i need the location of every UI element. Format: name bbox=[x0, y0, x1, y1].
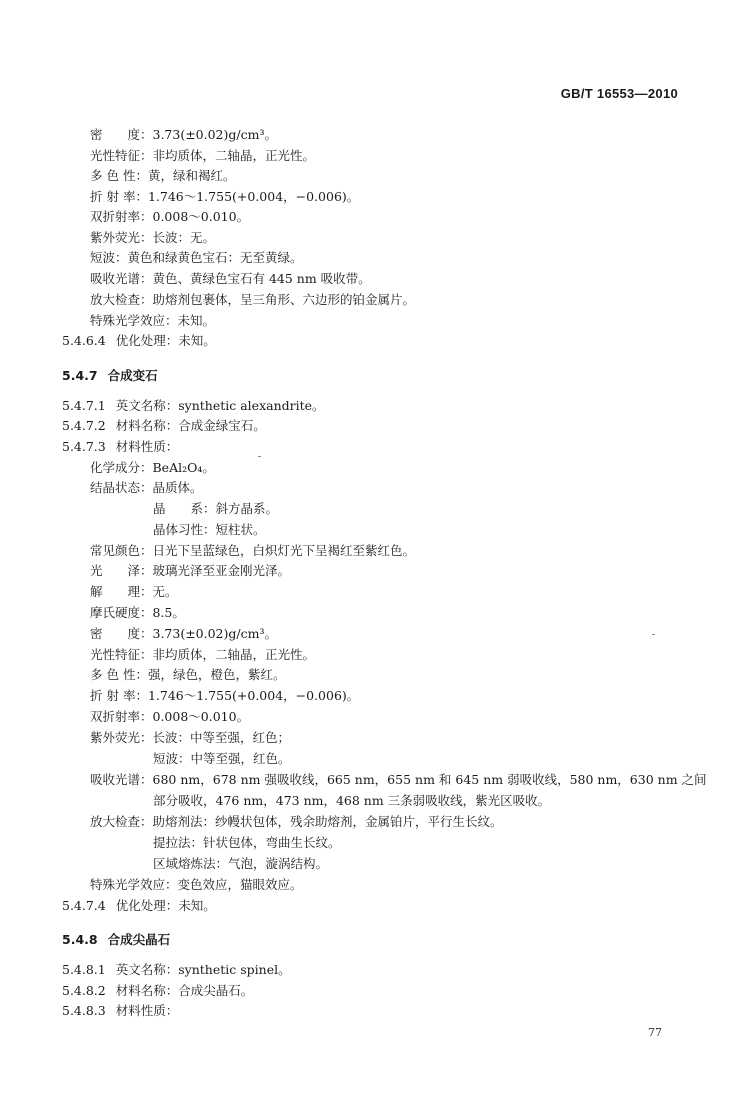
section-heading bbox=[62, 932, 170, 948]
text-line bbox=[90, 460, 215, 476]
clause-number: 5.4.7.3 bbox=[62, 439, 106, 454]
line-text: 英文名称：synthetic alexandrite。 bbox=[115, 398, 325, 413]
line-text: 放大检查：助熔剂法：纱幔状包体，残余助熔剂，金属铂片，平行生长纹。 bbox=[90, 814, 503, 829]
line-text: 多 色 性：黄，绿和褐红。 bbox=[90, 168, 236, 183]
text-line bbox=[90, 605, 185, 621]
clause-number: 5.4.8 bbox=[62, 932, 98, 947]
line-text: 合成尖晶石 bbox=[107, 932, 171, 947]
text-line bbox=[90, 250, 303, 266]
line-text: 化学成分：BeAl₂O₄。 bbox=[90, 460, 215, 475]
text-line bbox=[90, 584, 178, 600]
text-line bbox=[90, 127, 277, 143]
line-text: 解 理：无。 bbox=[90, 584, 178, 599]
line-text: 材料性质： bbox=[115, 1003, 179, 1018]
clause-line bbox=[62, 439, 178, 455]
line-text: 双折射率：0.008～0.010。 bbox=[90, 709, 250, 724]
text-line bbox=[90, 772, 707, 788]
text-line bbox=[90, 209, 249, 225]
text-line bbox=[153, 751, 291, 767]
text-line bbox=[90, 688, 359, 704]
text-line bbox=[90, 877, 303, 893]
line-text: 优化处理：未知。 bbox=[115, 333, 216, 348]
line-text: 材料性质： bbox=[115, 439, 179, 454]
line-text: 晶体习性：短柱状。 bbox=[153, 522, 266, 537]
text-line bbox=[153, 793, 550, 809]
line-text: 短波：中等至强，红色。 bbox=[153, 751, 291, 766]
clause-line bbox=[62, 398, 325, 414]
line-text: 密 度：3.73(±0.02)g/cm³。 bbox=[90, 127, 277, 142]
text-line bbox=[90, 543, 415, 559]
text-line bbox=[153, 835, 341, 851]
line-text: 折 射 率：1.746～1.755(+0.004，−0.006)。 bbox=[90, 688, 360, 703]
page-number: 77 bbox=[648, 1026, 662, 1039]
line-text: 部分吸收，476 nm，473 nm，468 nm 三条弱吸收线，紫光区吸收。 bbox=[153, 793, 551, 808]
clause-line bbox=[62, 333, 216, 349]
clause-line bbox=[62, 962, 291, 978]
clause-line bbox=[62, 983, 253, 999]
line-text: 密 度：3.73(±0.02)g/cm³。 bbox=[90, 626, 277, 641]
text-line bbox=[90, 563, 290, 579]
section-heading bbox=[62, 368, 158, 384]
line-text: 紫外荧光：长波：无。 bbox=[90, 230, 216, 245]
line-text: 多 色 性：强，绿色，橙色，紫红。 bbox=[90, 667, 286, 682]
text-line bbox=[90, 626, 277, 642]
line-text: 特殊光学效应：变色效应，猫眼效应。 bbox=[90, 877, 303, 892]
clause-number: 5.4.7 bbox=[62, 368, 98, 383]
standard-number: GB/T 16553—2010 bbox=[560, 86, 678, 101]
text-line bbox=[90, 730, 290, 746]
text-line bbox=[90, 271, 371, 287]
line-text: 吸收光谱：680 nm，678 nm 强吸收线，665 nm，655 nm 和 645 nm 弱吸收线，580 nm，630 nm 之间 bbox=[90, 772, 707, 787]
scan-speck bbox=[258, 456, 261, 457]
text-line bbox=[90, 189, 359, 205]
text-line bbox=[90, 709, 249, 725]
line-text: 紫外荧光：长波：中等至强，红色； bbox=[90, 730, 291, 745]
clause-number: 5.4.8.2 bbox=[62, 983, 106, 998]
line-text: 提拉法：针状包体，弯曲生长纹。 bbox=[153, 835, 341, 850]
line-text: 英文名称：synthetic spinel。 bbox=[115, 962, 291, 977]
line-text: 材料名称：合成尖晶石。 bbox=[115, 983, 254, 998]
text-line bbox=[90, 292, 415, 308]
line-text: 晶 系：斜方晶系。 bbox=[153, 501, 279, 516]
clause-line bbox=[62, 418, 266, 434]
line-text: 光性特征：非均质体，二轴晶，正光性。 bbox=[90, 148, 316, 163]
line-text: 常见颜色：日光下呈蓝绿色，白炽灯光下呈褐红至紫红色。 bbox=[90, 543, 416, 558]
clause-number: 5.4.7.1 bbox=[62, 398, 106, 413]
clause-number: 5.4.7.2 bbox=[62, 418, 106, 433]
text-line bbox=[153, 522, 266, 538]
clause-number: 5.4.8.1 bbox=[62, 962, 106, 977]
text-line bbox=[90, 168, 235, 184]
text-line bbox=[90, 480, 203, 496]
text-line bbox=[90, 313, 215, 329]
line-text: 特殊光学效应：未知。 bbox=[90, 313, 216, 328]
text-line bbox=[153, 856, 328, 872]
text-line bbox=[90, 230, 215, 246]
clause-line bbox=[62, 1003, 178, 1019]
line-text: 优化处理：未知。 bbox=[115, 898, 216, 913]
line-text: 折 射 率：1.746～1.755(+0.004，−0.006)。 bbox=[90, 189, 360, 204]
line-text: 区域熔炼法：气泡，漩涡结构。 bbox=[153, 856, 329, 871]
line-text: 合成变石 bbox=[107, 368, 158, 383]
line-text: 双折射率：0.008～0.010。 bbox=[90, 209, 250, 224]
line-text: 短波：黄色和绿黄色宝石：无至黄绿。 bbox=[90, 250, 303, 265]
text-line bbox=[153, 501, 278, 517]
line-text: 摩氏硬度：8.5。 bbox=[90, 605, 185, 620]
line-text: 材料名称：合成金绿宝石。 bbox=[115, 418, 266, 433]
text-line bbox=[90, 814, 503, 830]
clause-number: 5.4.6.4 bbox=[62, 333, 106, 348]
clause-line bbox=[62, 898, 216, 914]
line-text: 放大检查：助熔剂包裹体，呈三角形、六边形的铂金属片。 bbox=[90, 292, 416, 307]
line-text: 结晶状态：晶质体。 bbox=[90, 480, 203, 495]
text-line bbox=[90, 647, 315, 663]
line-text: 吸收光谱：黄色、黄绿色宝石有 445 nm 吸收带。 bbox=[90, 271, 371, 286]
line-text: 光性特征：非均质体，二轴晶，正光性。 bbox=[90, 647, 316, 662]
clause-number: 5.4.7.4 bbox=[62, 898, 106, 913]
line-text: 光 泽：玻璃光泽至亚金刚光泽。 bbox=[90, 563, 291, 578]
text-line bbox=[90, 667, 285, 683]
clause-number: 5.4.8.3 bbox=[62, 1003, 106, 1018]
scan-speck bbox=[652, 634, 655, 635]
text-line bbox=[90, 148, 315, 164]
